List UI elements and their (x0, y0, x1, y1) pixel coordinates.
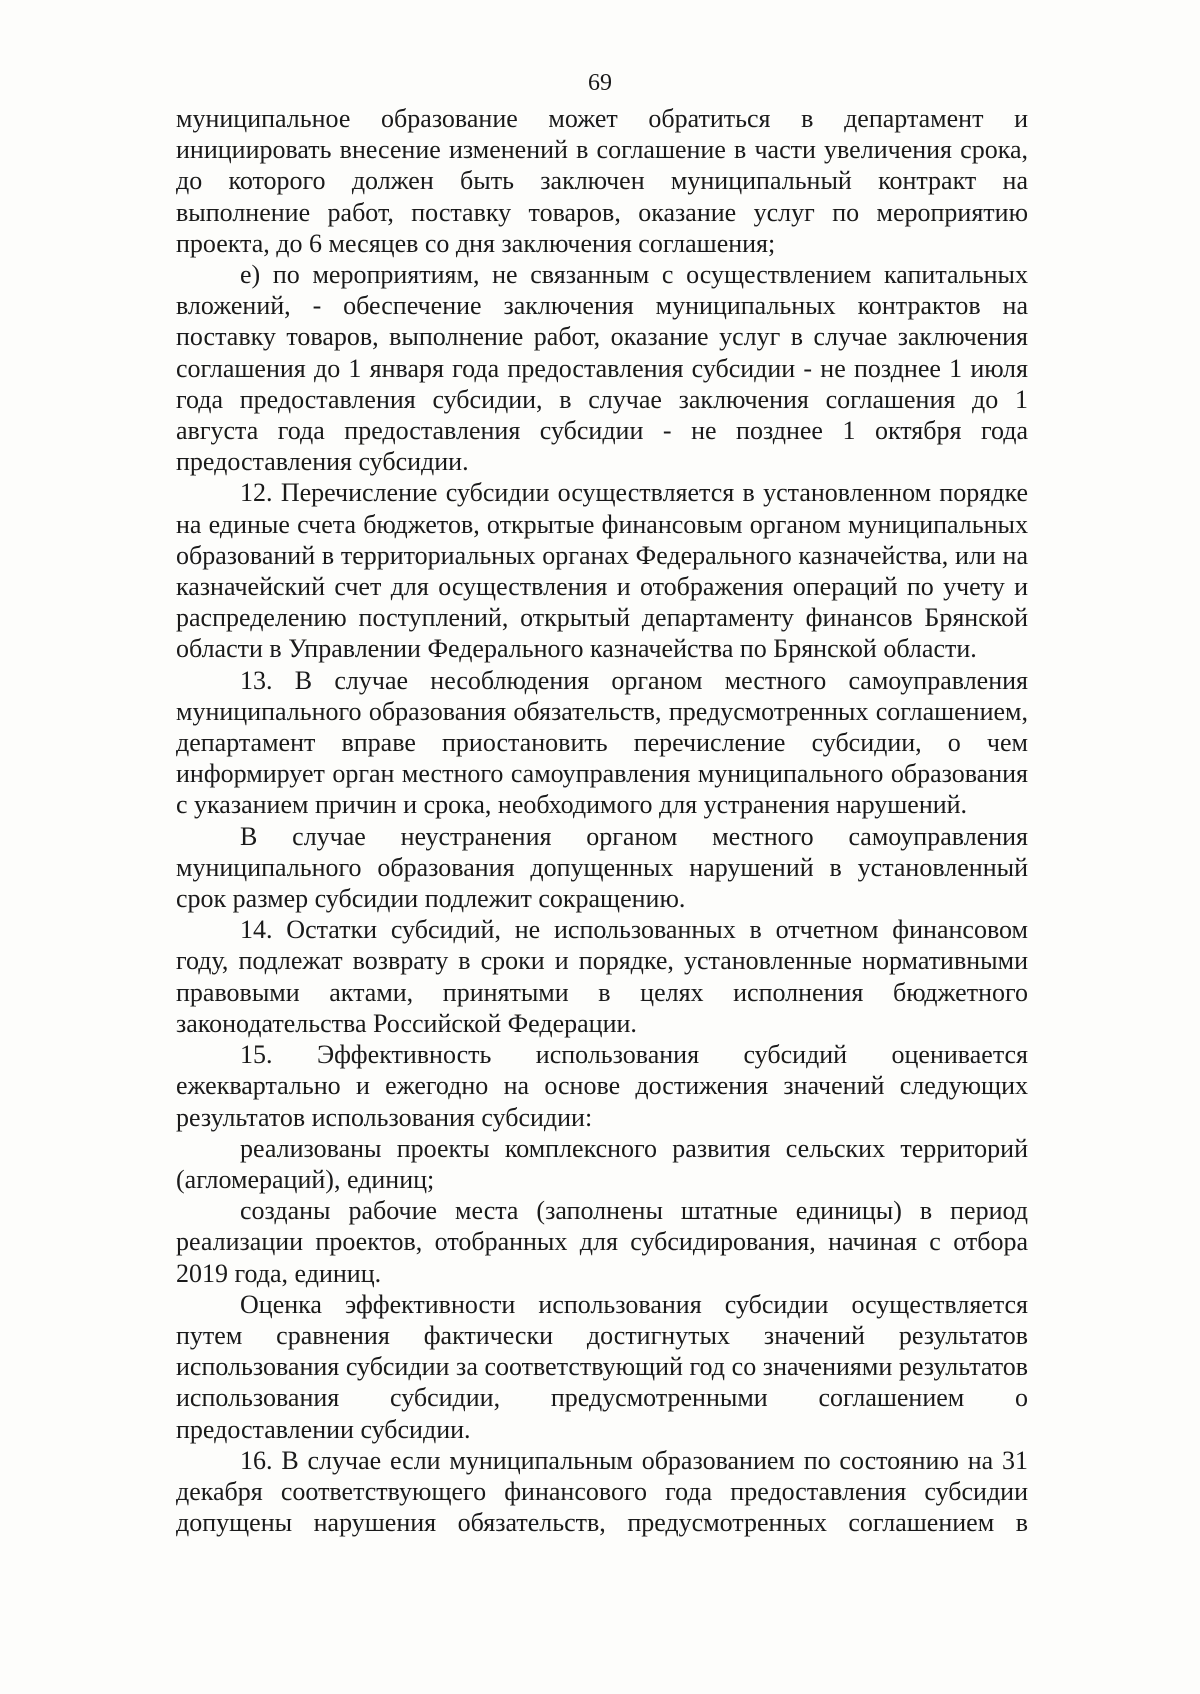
page-number: 69 (588, 70, 612, 96)
paragraph-continuation: муниципальное образование может обратиться в департамент и инициировать внесение изменений в соглашение в части увеличения срока, до которого должен быть заключен муниципальный контракт на выполнение работ, поставку товаров, оказание услуг по мероприятию проекта, до 6 месяцев со дня заключения соглашения; (176, 104, 1028, 258)
paragraph-14: 14. Остатки субсидий, не использованных в отчетном финансовом году, подлежат возврату в сроки и порядке, установленные нормативными правовыми актами, принятыми в целях исполнения бюджетного законодательства Российской Федерации. (176, 915, 1028, 1038)
result-item-projects: реализованы проекты комплексного развития сельских территорий (агломераций), единиц; (176, 1133, 1028, 1194)
paragraph-efficiency-evaluation: Оценка эффективности использования субсидии осуществляется путем сравнения фактически достигнутых значений результатов использования субсидии за соответствующий год со значениями результатов использования субсидии, предусмотренными соглашением о предоставлении субсидии. (176, 1289, 1028, 1444)
paragraph-item-e: е) по мероприятиям, не связанным с осуществлением капитальных вложений, - обеспечение заключения муниципальных контрактов на поставку товаров, выполнение работ, оказание услуг в случае заключения соглашения до 1 января года предоставления субсидии - не позднее 1 июля года предоставления субсидии, в случае заключения соглашения до 1 августа года предоставления субсидии - не позднее 1 октября года предоставления субсидии. (176, 260, 1028, 477)
paragraph-15: 15. Эффективность использования субсидий оценивается ежеквартально и ежегодно на основе достижения значений следующих результатов использования субсидии: (176, 1040, 1028, 1132)
document-body (176, 103, 1028, 1538)
paragraph-13: 13. В случае несоблюдения органом местного самоуправления муниципального образования обязательств, предусмотренных соглашением, департамент вправе приостановить перечисление субсидии, о чем информирует орган местного самоуправления муниципального образования с указанием причин и срока, необходимого для устранения нарушений. (176, 665, 1028, 820)
paragraph-16: 16. В случае если муниципальным образованием по состоянию на 31 декабря соответствующего финансового года предоставления субсидии допущены нарушения обязательств, предусмотренных соглашением в (176, 1445, 1028, 1538)
result-item-jobs: созданы рабочие места (заполнены штатные единицы) в период реализации проектов, отобранных для субсидирования, начиная с отбора 2019 года, единиц. (176, 1196, 1028, 1288)
paragraph-12: 12. Перечисление субсидии осуществляется в установленном порядке на единые счета бюджетов, открытые финансовым органом муниципальных образований в территориальных органах Федерального казначейства, или на казначейский счет для осуществления и отображения операций по учету и распределению поступлений, открытый департаменту финансов Брянской области в Управлении Федерального казначейства по Брянской области. (176, 478, 1028, 664)
paragraph-13-non-remedy: В случае неустранения органом местного самоуправления муниципального образования допущенных нарушений в установленный срок размер субсидии подлежит сокращению. (176, 821, 1028, 914)
